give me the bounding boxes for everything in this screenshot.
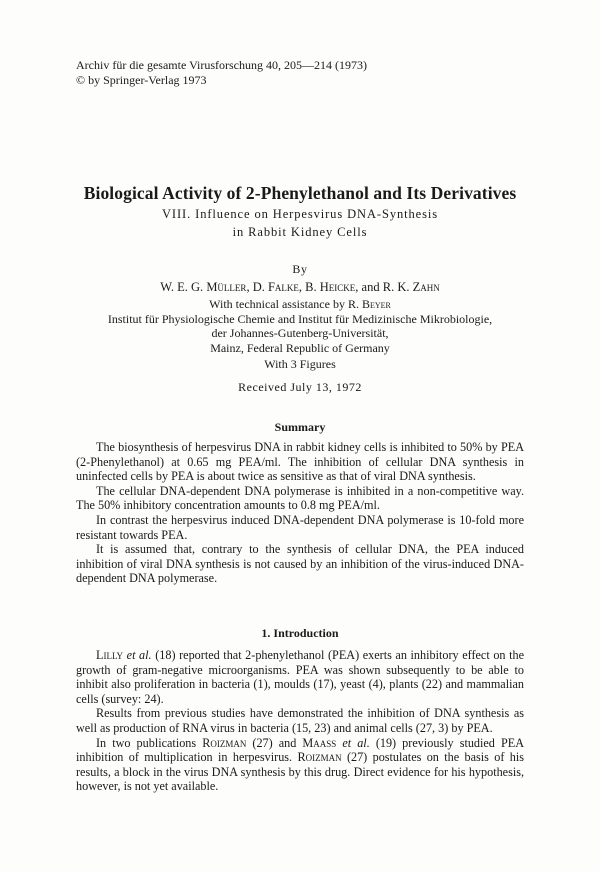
by-line: By — [292, 262, 308, 276]
summary-paragraph: The biosynthesis of herpesvirus DNA in rabbit kidney cells is inhibited to 50% by PEA (2-Phenylethanol) at 0.65 mg PEA/ml. The inhibition of cellular DNA synthesis in uninfected cells by PEA is about twice as sensitive as that of viral DNA synthesis. — [76, 440, 524, 484]
author-initials: D. — [252, 280, 265, 294]
affiliation-line: der Johannes-Gutenberg-Universität, — [211, 326, 389, 340]
paper-title: Biological Activity of 2-Phenylethanol and Its Derivatives — [83, 183, 517, 203]
et-al: et al. — [342, 735, 370, 750]
author-list: W. E. G. Müller, D. Falke, B. Heicke, and R. K. Zahn — [160, 280, 440, 294]
received-date: Received July 13, 1972 — [238, 380, 362, 394]
introduction-body — [76, 648, 524, 794]
author-name: Falke — [267, 280, 299, 294]
author-initials: R. K. — [382, 280, 410, 294]
intro-text: (19) previously studied PEA inhibition of multiplication in herpesvirus. — [76, 735, 524, 765]
cited-author: Lilly — [96, 648, 124, 662]
cited-author: Roizman — [297, 750, 342, 765]
summary-paragraph: The cellular DNA-dependent DNA polymerase is inhibited in a non-competitive way. The 50% inhibitory concentration amounts to 0.8 mg PEA/ml. — [76, 483, 524, 513]
technical-assistance — [0, 297, 600, 312]
paper-subtitle-line-1: VIII. Influence on Herpesvirus DNA-Synthesis — [161, 207, 438, 221]
technical-assistance-name: Beyer — [361, 297, 391, 311]
cited-author: Maass — [302, 735, 337, 750]
copyright-line: © by Springer-Verlag 1973 — [76, 73, 207, 87]
intro-text: (27) postulates on the basis of his results, a block in the virus DNA synthesis by this drug. Direct evidence for his hypothesis, however, is not yet available. — [76, 750, 524, 794]
cited-author: Roizman — [202, 735, 247, 750]
intro-paragraph — [76, 648, 524, 706]
author-initials: B. — [305, 280, 317, 294]
author-name: Heicke — [319, 280, 356, 294]
summary-heading: Summary — [274, 420, 326, 434]
journal-header — [76, 58, 367, 88]
author-name: Müller — [206, 280, 247, 294]
journal-citation: Archiv für die gesamte Virusforschung 40, 205—214 (1973) — [76, 58, 367, 72]
author-initials: W. E. G. — [160, 280, 204, 294]
affiliation-line: Mainz, Federal Republic of Germany — [210, 340, 390, 355]
intro-text: In two publications — [96, 735, 203, 750]
paper-subtitle-line-2: in Rabbit Kidney Cells — [232, 225, 368, 239]
intro-text: (27) and — [246, 735, 303, 750]
author-name: Zahn — [412, 280, 440, 294]
affiliation-block — [0, 297, 600, 355]
summary-paragraph: It is assumed that, contrary to the synthesis of cellular DNA, the PEA induced inhibition of viral DNA synthesis is not caused by an inhibition of the virus-induced DNA-dependent DNA polymerase. — [76, 542, 524, 586]
intro-paragraph: Results from previous studies have demonstrated the inhibition of DNA synthesis as well as production of RNA virus in bacteria (15, 23) and animal cells (27, 3) by PEA. — [76, 706, 524, 735]
technical-assistance-prefix: With technical assistance by R. — [209, 297, 359, 311]
title-block — [0, 182, 600, 240]
intro-paragraph — [76, 736, 524, 794]
intro-text: (18) reported that 2-phenylethanol (PEA) exerts an inhibitory effect on the growth of gram-negative microorganisms. PEA was shown subsequently to be able to inhibit also proliferation in bacteria (1), moulds (17), yeast (4), plants (22) and mammalian cells (survey: 24). — [76, 648, 524, 706]
introduction-heading: 1. Introduction — [261, 626, 339, 640]
summary-paragraph: In contrast the herpesvirus induced DNA-dependent DNA polymerase is 10-fold more resistant towards PEA. — [76, 512, 524, 542]
et-al: et al. — [126, 648, 152, 662]
author-conjunction: and — [361, 280, 380, 294]
summary-body — [76, 440, 524, 586]
figure-count: With 3 Figures — [264, 357, 336, 371]
affiliation-line: Institut für Physiologische Chemie and Institut für Medizinische Mikrobiologie, — [107, 311, 493, 326]
